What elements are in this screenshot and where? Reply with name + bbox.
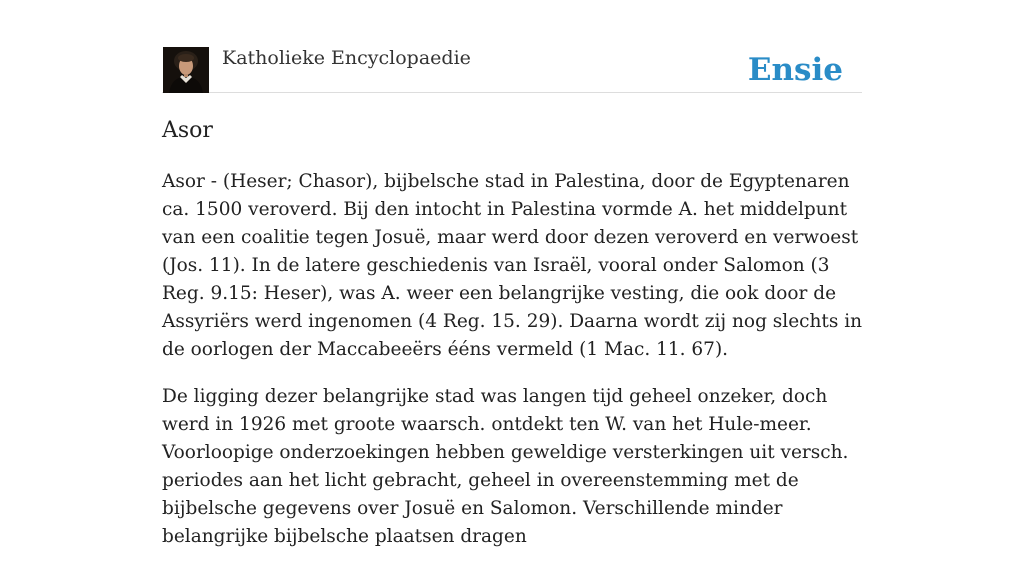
portrait-avatar[interactable]: [163, 47, 209, 93]
ensie-logo[interactable]: Ensie: [747, 52, 843, 88]
portrait-image: [163, 47, 209, 93]
article-paragraph: De ligging dezer belangrijke stad was langen tijd geheel onzeker, doch werd in 1926 met groote waarsch. ontdekt ten W. van het Hule-meer. Voorloopige onderzoekingen hebben geweldige versterkingen uit versch. periodes aan het licht gebracht, geheel in overeenstemming met de bijbelsche gegevens over Josuë en Salomon. Verschillende minder belangrijke bijbelsche plaatsen dragen: [162, 386, 849, 547]
page-title: Asor: [162, 118, 213, 143]
site-title[interactable]: Katholieke Encyclopaedie: [222, 47, 471, 69]
site-header: [162, 46, 862, 93]
article-body: [162, 168, 864, 570]
article-paragraph: Asor - (Heser; Chasor), bijbelsche stad in Palestina, door de Egyptenaren ca. 1500 veroverd. Bij den intocht in Palestina vormde A. het middelpunt van een coalitie tegen Josuë, maar werd door dezen veroverd en verwoest (Jos. 11). In de latere geschiedenis van Israël, vooral onder Salomon (3 Reg. 9.15: Heser), was A. weer een belangrijke vesting, die ook door de Assyriërs werd ingenomen (4 Reg. 15. 29). Daarna wordt zij nog slechts in de oorlogen der Maccabeeërs ééns vermeld (1 Mac. 11. 67).: [162, 171, 863, 360]
